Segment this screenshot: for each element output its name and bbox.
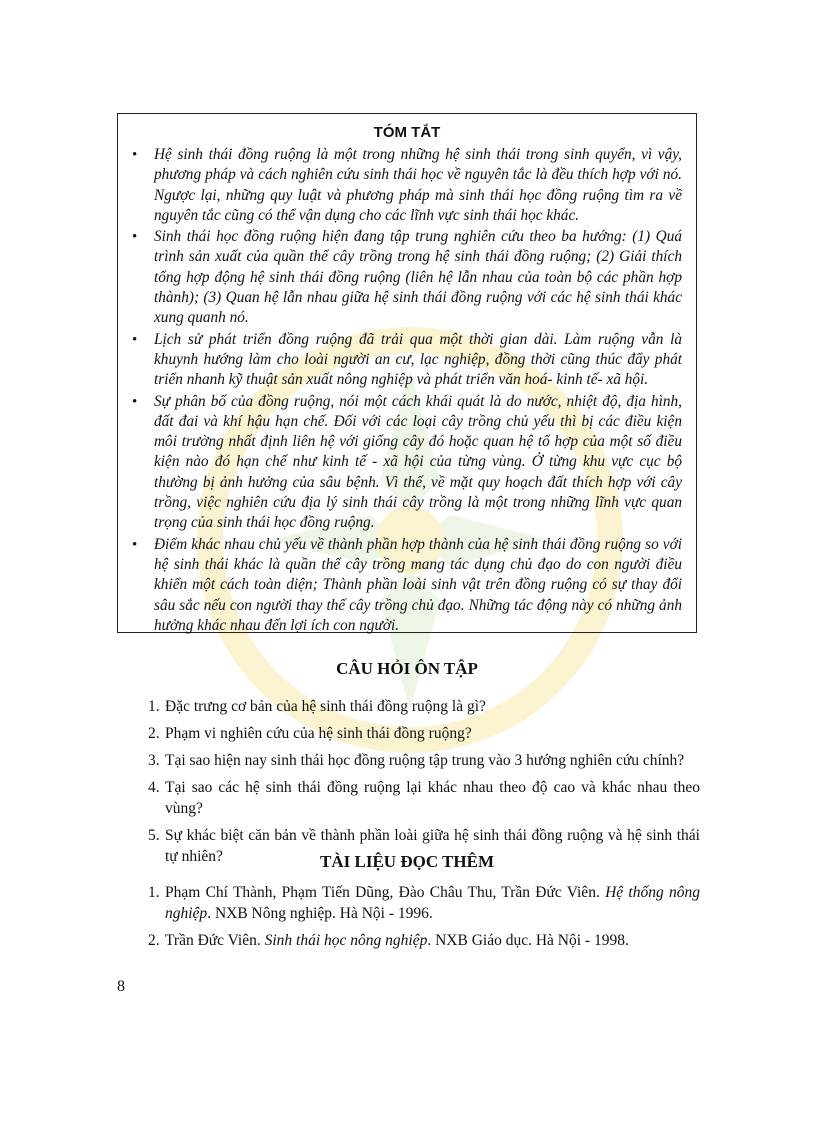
reference-publisher: . NXB Giáo dục. Hà Nội - 1998. — [427, 932, 629, 949]
question-number: 3. — [148, 752, 160, 769]
summary-item: • Hệ sinh thái đồng ruộng là một trong những hệ sinh thái trong sinh quyển, vì vậy, phương pháp và cách nghiên cứu sinh thái học về nguyên tắc là đều thích hợp với nó. Ngược lại, những quy luật và phương pháp mà sinh thái học đồng ruộng tìm ra về nguyên tắc cũng có thể vận dụng cho các lĩnh vực sinh thái học khác. — [132, 145, 682, 226]
further-reading-heading: TÀI LIỆU ĐỌC THÊM — [320, 852, 494, 871]
summary-title: TÓM TẮT — [373, 124, 441, 141]
reference-item — [148, 882, 700, 924]
question-item — [148, 696, 700, 717]
page-number: 8 — [117, 978, 125, 995]
reference-authors: Phạm Chí Thành, Phạm Tiến Dũng, Đào Châu Thu, Trần Đức Viên. — [165, 884, 606, 901]
reference-authors: Trần Đức Viên. — [165, 932, 265, 949]
question-number: 5. — [148, 827, 160, 844]
reference-number: 1. — [148, 884, 160, 901]
reference-title: Sinh thái học nông nghiệp — [264, 932, 428, 949]
question-number: 2. — [148, 725, 160, 742]
question-item — [148, 750, 700, 771]
summary-item: • Lịch sử phát triển đồng ruộng đã trải qua một thời gian dài. Làm ruộng vẫn là khuynh hướng làm cho loài người an cư, lạc nghiệp, đồng thời cũng thúc đẩy phát triển nhanh kỹ thuật sản xuất nông nghiệp và phát triển văn hoá- kinh tế- xã hội. — [132, 330, 682, 391]
question-text: Phạm vi nghiên cứu của hệ sinh thái đồng ruộng? — [165, 725, 472, 742]
review-questions-heading: CÂU HỎI ÔN TẬP — [336, 659, 478, 678]
question-text: Tại sao các hệ sinh thái đồng ruộng lại khác nhau theo độ cao và khác nhau theo vùng? — [165, 779, 700, 817]
question-item — [148, 723, 700, 744]
reference-list — [148, 882, 700, 957]
summary-list — [132, 145, 682, 636]
summary-item: • Sự phân bố của đồng ruộng, nói một cách khái quát là do nước, nhiệt độ, địa hình, đất đai và khí hậu hạn chế. Đối với các loại cây trồng chủ yếu thì bị các điều kiện môi trường nhất định liên hệ với giống cây đó hoặc quan hệ tổ hợp của một số điều kiện nào đó hạn chế như kinh tế - xã hội của từng vùng. Ở từng khu vực cục bộ thường bị ảnh hưởng của sâu bệnh. Vì thế, về mặt quy hoạch đất thích hợp với cây trồng, việc nghiên cứu địa lý sinh thái cây trồng là một trong những lĩnh vực quan trọng của sinh thái học đồng ruộng. — [132, 392, 682, 534]
question-text: Đặc trưng cơ bản của hệ sinh thái đồng ruộng là gì? — [165, 698, 486, 715]
reference-title: Hệ thống nông nghiệp — [165, 884, 701, 922]
reference-publisher: . NXB Nông nghiệp. Hà Nội - 1996. — [207, 905, 433, 922]
question-text: Sự khác biệt căn bản về thành phần loài giữa hệ sinh thái đồng ruộng và hệ sinh thái tự nhiên? — [165, 827, 700, 865]
question-item — [148, 777, 700, 819]
summary-item: • Sinh thái học đồng ruộng hiện đang tập trung nghiên cứu theo ba hướng: (1) Quá trình sản xuất của quần thể cây trồng trong hệ sinh thái đồng ruộng; (2) Giải thích tổng hợp động hệ sinh thái đồng ruộng (liên hệ lẫn nhau của toàn bộ các phần hợp thành); (3) Quan hệ lẫn nhau giữa hệ sinh thái đồng ruộng với các hệ sinh thái khác xung quanh nó. — [132, 227, 682, 328]
question-number: 4. — [148, 779, 160, 796]
reference-item — [148, 930, 700, 951]
review-questions-list — [148, 696, 700, 873]
summary-item: • Điểm khác nhau chủ yếu về thành phần hợp thành của hệ sinh thái đồng ruộng so với hệ sinh thái khác là quần thể cây trồng mang tác dụng chủ đạo do con người điều khiển một cách toàn diện; Thành phần loài sinh vật trên đồng ruộng có sự thay đổi sâu sắc nếu con người thay thế cây trồng chủ đạo. Những tác động này có những ảnh hưởng khác nhau đến lợi ích con người. — [132, 535, 682, 636]
summary-box — [117, 113, 697, 633]
question-number: 1. — [148, 698, 160, 715]
reference-number: 2. — [148, 932, 160, 949]
question-text: Tại sao hiện nay sinh thái học đồng ruộng tập trung vào 3 hướng nghiên cứu chính? — [165, 752, 685, 769]
